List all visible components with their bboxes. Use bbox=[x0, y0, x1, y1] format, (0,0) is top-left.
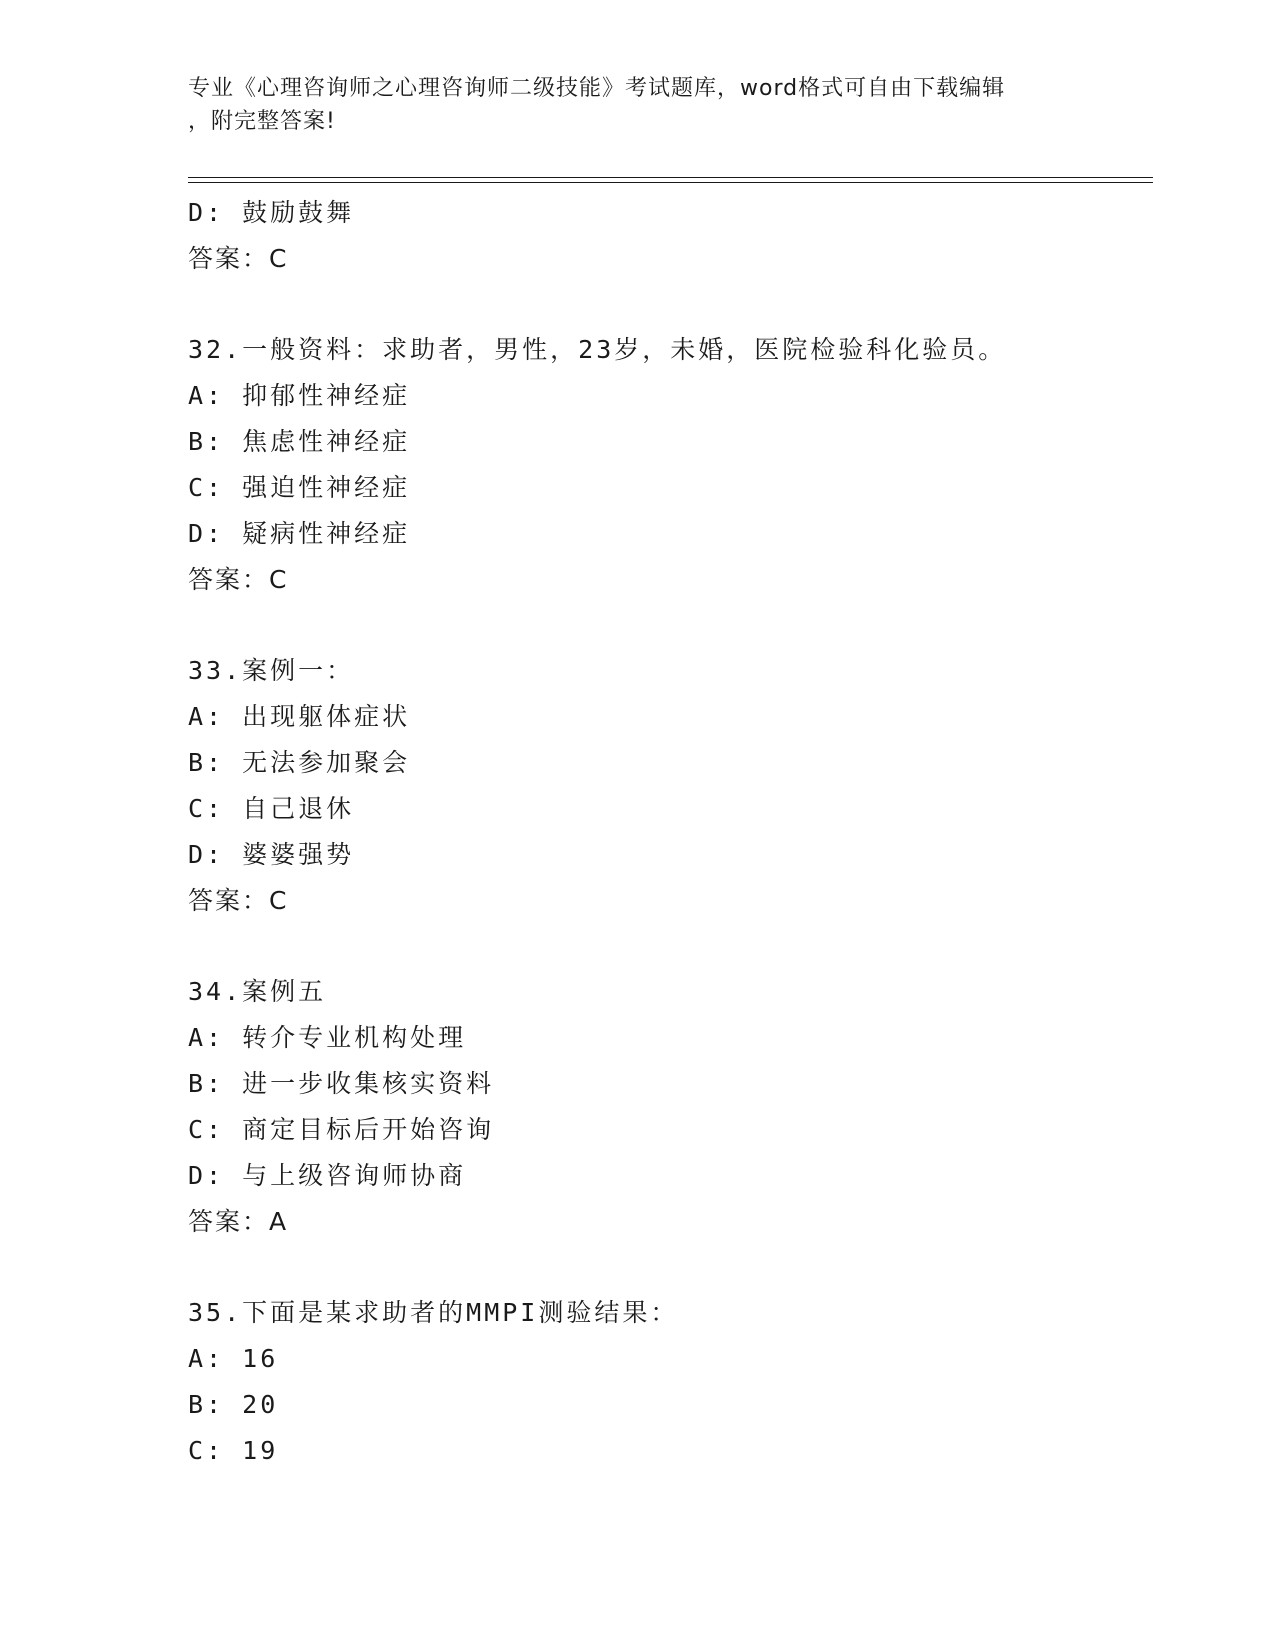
question-32 bbox=[188, 327, 1148, 603]
option-b: B: 进一步收集核实资料 bbox=[188, 1069, 495, 1098]
option-d: D: 婆婆强势 bbox=[188, 840, 355, 869]
header-divider-top bbox=[188, 177, 1153, 178]
header-line-1: 专业《心理咨询师之心理咨询师二级技能》考试题库，word格式可自由下载编辑 bbox=[188, 76, 1006, 101]
question-stem: 35.下面是某求助者的MMPI测验结果： bbox=[188, 1298, 679, 1327]
option-d: D: 与上级咨询师协商 bbox=[188, 1161, 467, 1190]
option-c: C: 自己退休 bbox=[188, 794, 355, 823]
option-b: B: 无法参加聚会 bbox=[188, 748, 411, 777]
header-divider-bottom bbox=[188, 182, 1153, 183]
answer: 答案：C bbox=[188, 565, 289, 594]
option-d: D: 鼓励鼓舞 bbox=[188, 198, 355, 227]
option-c: C: 19 bbox=[188, 1436, 279, 1465]
question-list bbox=[188, 190, 1148, 1474]
option-a: A: 转介专业机构处理 bbox=[188, 1023, 467, 1052]
option-b: B: 20 bbox=[188, 1390, 279, 1419]
question-34 bbox=[188, 969, 1148, 1245]
question-33 bbox=[188, 648, 1148, 924]
option-c: C: 商定目标后开始咨询 bbox=[188, 1115, 495, 1144]
question-stem: 34.案例五 bbox=[188, 977, 327, 1006]
question-stem: 32.一般资料：求助者，男性，23岁，未婚，医院检验科化验员。 bbox=[188, 335, 1007, 364]
option-c: C: 强迫性神经症 bbox=[188, 473, 411, 502]
document-header bbox=[188, 72, 1068, 138]
option-a: A: 抑郁性神经症 bbox=[188, 381, 411, 410]
answer: 答案：C bbox=[188, 244, 289, 273]
option-b: B: 焦虑性神经症 bbox=[188, 427, 411, 456]
option-a: A: 16 bbox=[188, 1344, 279, 1373]
answer: 答案：A bbox=[188, 1207, 289, 1236]
answer: 答案：C bbox=[188, 886, 289, 915]
header-line-2: ，附完整答案! bbox=[188, 109, 336, 134]
option-a: A: 出现躯体症状 bbox=[188, 702, 411, 731]
question-stem: 33.案例一： bbox=[188, 656, 355, 685]
question-35 bbox=[188, 1290, 1148, 1474]
option-d: D: 疑病性神经症 bbox=[188, 519, 411, 548]
